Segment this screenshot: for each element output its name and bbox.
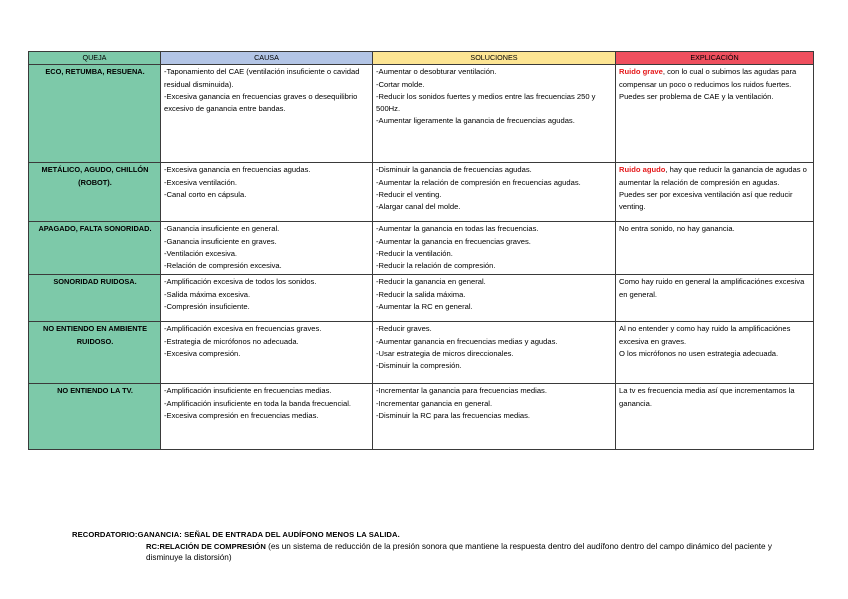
causa-line: -Ganancia insuficiente en graves. xyxy=(164,236,277,246)
soluciones-line: -Disminuir la ganancia de frecuencias agudas. xyxy=(376,165,532,175)
soluciones-cell xyxy=(373,275,616,322)
soluciones-line: -Aumentar la ganancia en todas las frecuencias. xyxy=(376,224,539,234)
causa-cell xyxy=(161,222,373,275)
soluciones-line: -Incrementar ganancia en general. xyxy=(376,398,493,408)
explicacion-body: La tv es frecuencia media así que incrementamos la ganancia. xyxy=(619,386,795,408)
causa-cell xyxy=(161,65,373,163)
soluciones-cell xyxy=(373,163,616,222)
soluciones-cell xyxy=(373,322,616,384)
explicacion-text xyxy=(619,385,811,410)
explicacion-cell xyxy=(616,384,814,450)
causa-line: -Excesiva ganancia en frecuencias agudas. xyxy=(164,165,311,175)
soluciones-line: -Aumentar ligeramente la ganancia de frecuencias agudas. xyxy=(376,116,575,126)
explicacion-body: No entra sonido, no hay ganancia. xyxy=(619,224,735,234)
causa-line: -Amplificación excesiva en frecuencias graves. xyxy=(164,324,322,334)
explicacion-text xyxy=(619,323,811,348)
causa-line: -Amplificación insuficiente en toda la banda frecuencial. xyxy=(164,398,351,408)
causa-line: -Compresión insuficiente. xyxy=(164,301,250,311)
soluciones-line: -Reducir graves. xyxy=(376,324,432,334)
explicacion-body: Al no entender y como hay ruido la amplificaciónes excesiva en graves. xyxy=(619,324,791,346)
complaints-table xyxy=(28,51,814,450)
soluciones-line: -Reducir la salida máxima. xyxy=(376,289,466,299)
soluciones-cell xyxy=(373,65,616,163)
table-row xyxy=(29,65,814,163)
soluciones-line: -Aumentar la ganancia en frecuencias graves. xyxy=(376,236,531,246)
footer-note xyxy=(72,529,772,564)
soluciones-line: -Aumentar o desobturar ventilación. xyxy=(376,67,497,77)
footer-ganancia-note: RECORDATORIO:GANANCIA: SEÑAL DE ENTRADA DEL AUDÍFONO MENOS LA SALIDA. xyxy=(72,530,400,539)
table-header-row xyxy=(29,52,814,65)
table-row xyxy=(29,163,814,222)
footer-rc-label: RC:RELACIÓN DE COMPRESIÓN xyxy=(146,541,266,551)
explicacion-extra: Puedes ser problema de CAE y la ventilación. xyxy=(619,91,774,101)
causa-line: -Amplificación excesiva de todos los sonidos. xyxy=(164,277,317,287)
soluciones-line: -Alargar canal del molde. xyxy=(376,202,461,212)
soluciones-line: -Reducir la relación de compresión. xyxy=(376,261,496,271)
explicacion-extra: Puedes ser por excesiva ventilación así que reducir venting. xyxy=(619,189,793,212)
queja-cell: SONORIDAD RUIDOSA. xyxy=(29,275,161,322)
soluciones-line: -Reducir el venting. xyxy=(376,189,442,199)
causa-cell xyxy=(161,322,373,384)
causa-line: -Excesiva compresión. xyxy=(164,348,241,358)
explicacion-cell xyxy=(616,163,814,222)
causa-cell xyxy=(161,163,373,222)
soluciones-line: -Cortar molde. xyxy=(376,79,425,89)
explicacion-body: Como hay ruido en general la amplificaciónes excesiva en general. xyxy=(619,277,805,299)
explicacion-cell xyxy=(616,275,814,322)
soluciones-line: -Reducir la ventilación. xyxy=(376,248,453,258)
footer-rc-note xyxy=(72,541,772,564)
explicacion-cell xyxy=(616,322,814,384)
queja-cell: METÁLICO, AGUDO, CHILLÓN (ROBOT). xyxy=(29,163,161,222)
causa-line: -Estrategia de micrófonos no adecuada. xyxy=(164,336,299,346)
soluciones-line: -Reducir los sonidos fuertes y medios entre las frecuencias 250 y 500Hz. xyxy=(376,91,596,114)
causa-line: -Excesiva ventilación. xyxy=(164,177,238,187)
header-soluciones: SOLUCIONES xyxy=(373,52,616,65)
table-row xyxy=(29,275,814,322)
soluciones-line: -Aumentar ganancia en frecuencias medias y agudas. xyxy=(376,336,558,346)
footer-rc-text: (es un sistema de reducción de la presión sonora que mantiene la respuesta dentro del audífono dentro del campo dinámico del paciente y disminuye la distorsión) xyxy=(146,541,772,562)
soluciones-line: -Aumentar la relación de compresión en frecuencias agudas. xyxy=(376,177,581,187)
queja-cell: ECO, RETUMBA, RESUENA. xyxy=(29,65,161,163)
causa-line: -Salida máxima excesiva. xyxy=(164,289,251,299)
header-queja: QUEJA xyxy=(29,52,161,65)
causa-cell xyxy=(161,384,373,450)
soluciones-cell xyxy=(373,222,616,275)
queja-cell: APAGADO, FALTA SONORIDAD. xyxy=(29,222,161,275)
queja-cell: NO ENTIENDO LA TV. xyxy=(29,384,161,450)
explicacion-highlight: Ruido agudo xyxy=(619,165,666,175)
causa-line: -Ganancia insuficiente en general. xyxy=(164,224,280,234)
causa-line: -Ventilación excesiva. xyxy=(164,248,238,258)
explicacion-text xyxy=(619,66,811,91)
causa-line: -Excesiva compresión en frecuencias medias. xyxy=(164,410,319,420)
explicacion-highlight: Ruido grave xyxy=(619,67,663,77)
soluciones-line: -Aumentar la RC en general. xyxy=(376,301,473,311)
table-row xyxy=(29,222,814,275)
soluciones-line: -Disminuir la compresión. xyxy=(376,361,462,371)
explicacion-body: , con lo cual o subimos las agudas para compensar un poco o reducimos los ruidos fuertes. xyxy=(619,67,797,89)
causa-line: -Excesiva ganancia en frecuencias graves o desequilibrio excesivo de ganancia entre bandas. xyxy=(164,91,358,114)
soluciones-line: -Usar estrategia de micros direccionales. xyxy=(376,348,514,358)
explicacion-text xyxy=(619,164,811,189)
explicacion-cell xyxy=(616,222,814,275)
soluciones-line: -Incrementar la ganancia para frecuencias medias. xyxy=(376,386,547,396)
causa-line: -Taponamiento del CAE (ventilación insuficiente o cavidad residual disminuida). xyxy=(164,67,360,89)
table-row xyxy=(29,384,814,450)
causa-line: -Canal corto en cápsula. xyxy=(164,189,247,199)
soluciones-line: -Reducir la ganancia en general. xyxy=(376,277,486,287)
table-row xyxy=(29,322,814,384)
explicacion-body: , hay que reducir la ganancia de agudas o aumentar la relación de compresión en agudas. xyxy=(619,165,807,187)
explicacion-cell xyxy=(616,65,814,163)
queja-cell: NO ENTIENDO EN AMBIENTE RUIDOSO. xyxy=(29,322,161,384)
header-causa: CAUSA xyxy=(161,52,373,65)
causa-line: -Amplificación insuficiente en frecuencias medias. xyxy=(164,386,332,396)
soluciones-line: -Disminuir la RC para las frecuencias medias. xyxy=(376,410,531,420)
causa-cell xyxy=(161,275,373,322)
causa-line: -Relación de compresión excesiva. xyxy=(164,261,282,271)
explicacion-text xyxy=(619,223,811,235)
explicacion-text xyxy=(619,276,811,301)
soluciones-cell xyxy=(373,384,616,450)
header-explicacion: EXPLICACIÓN xyxy=(616,52,814,65)
explicacion-extra: O los micrófonos no usen estrategia adecuada. xyxy=(619,348,779,358)
